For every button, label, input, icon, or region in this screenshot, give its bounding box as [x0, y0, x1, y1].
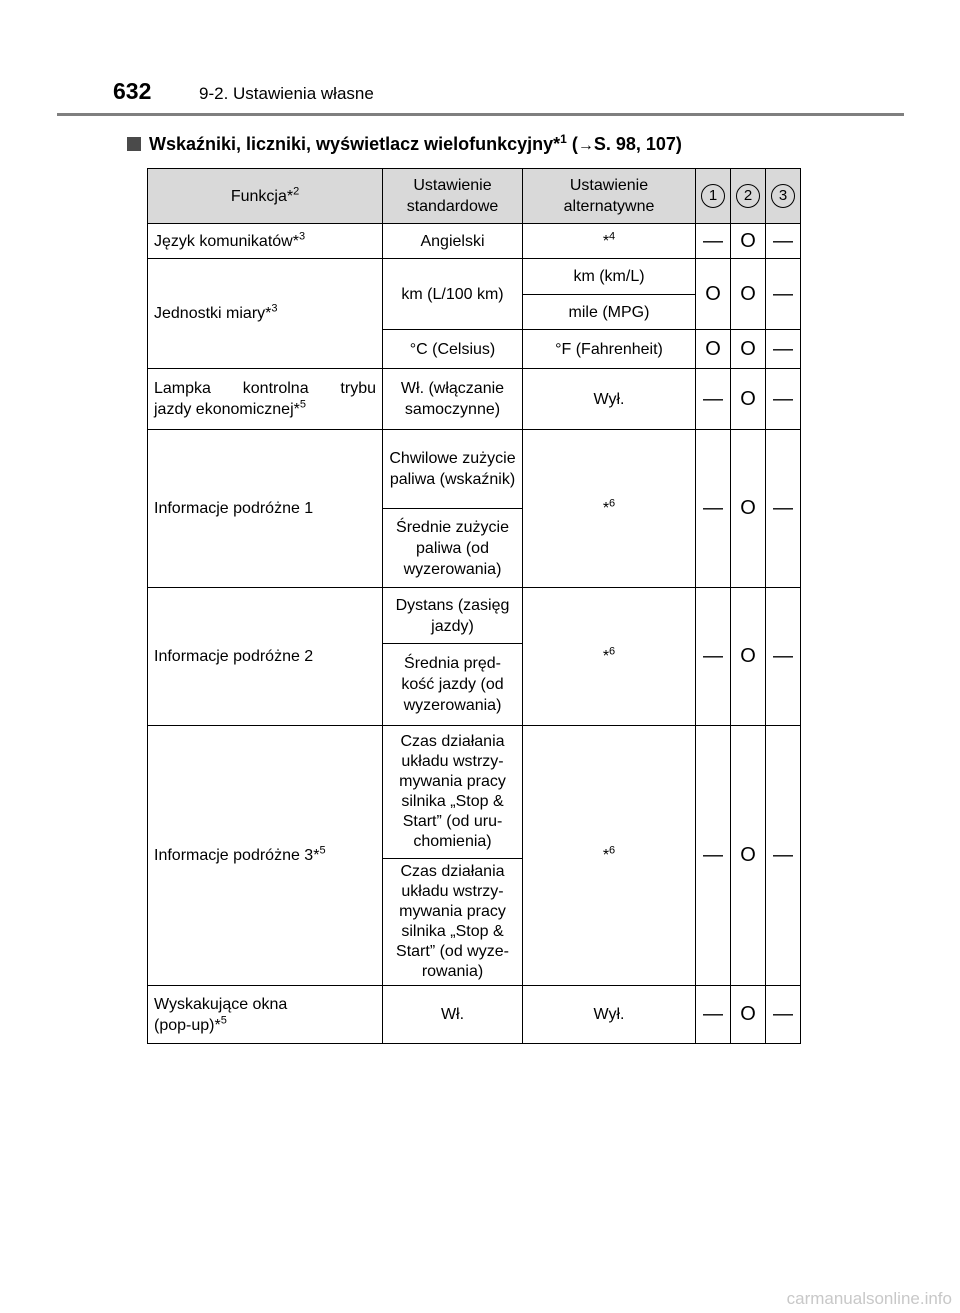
cell-mark-3: —: [766, 330, 801, 369]
header-function: Funkcja*$^2$: [148, 169, 383, 224]
cell-alternative: km (km/L): [523, 259, 696, 295]
cell-alternative: *$^6$: [523, 430, 696, 588]
cell-mark-2: O: [731, 588, 766, 726]
ref-open: (: [571, 134, 578, 154]
cell-mark-3: —: [766, 369, 801, 430]
cell-default: Chwilowe zużycie paliwa (wskaźnik): [383, 430, 523, 509]
cell-default: Średnie zużycie paliwa (od wyzerowania): [383, 509, 523, 588]
header-default: Ustawienie standardowe: [383, 169, 523, 224]
cell-default: Wł. (włączanie samoczynne): [383, 369, 523, 430]
square-bullet-icon: [127, 137, 141, 151]
cell-alternative: °F (Fahrenheit): [523, 330, 696, 369]
asterisk: *: [553, 134, 561, 154]
cell-function: Informacje podróżne 1: [148, 430, 383, 588]
cell-mark-3: —: [766, 430, 801, 588]
cell-alternative: mile (MPG): [523, 295, 696, 330]
cell-default: Dystans (zasięg jazdy): [383, 588, 523, 644]
cell-alternative: *$^6$: [523, 588, 696, 726]
cell-mark-1: O: [696, 259, 731, 330]
circled-2-icon: 2: [736, 184, 760, 208]
cell-mark-3: —: [766, 224, 801, 259]
cell-default: Czas działania układu wstrzy-mywania pracy silnika „Stop & Start” (od wyze-rowania): [383, 859, 523, 986]
cell-mark-2: O: [731, 259, 766, 330]
table-row-trip1-a: [148, 430, 801, 509]
cell-alternative: *$^6$: [523, 726, 696, 986]
settings-table: [147, 168, 801, 1044]
circled-3-icon: 3: [771, 184, 795, 208]
cell-mark-2: O: [731, 726, 766, 986]
cell-mark-3: —: [766, 588, 801, 726]
cell-mark-1: —: [696, 369, 731, 430]
watermark: carmanualsonline.info: [786, 1289, 952, 1308]
cell-mark-2: O: [731, 986, 766, 1044]
header-col-1: [696, 169, 731, 224]
cell-mark-3: —: [766, 986, 801, 1044]
cell-default: Czas działania układu wstrzy-mywania pracy silnika „Stop & Start” (od uru-chomienia): [383, 726, 523, 859]
cell-default: km (L/100 km): [383, 259, 523, 330]
cell-default: °C (Celsius): [383, 330, 523, 369]
cell-mark-2: O: [731, 224, 766, 259]
table-row-trip3-a: [148, 726, 801, 859]
cell-mark-3: —: [766, 259, 801, 330]
cell-mark-1: —: [696, 986, 731, 1044]
header-alternative: Ustawienie alternatywne: [523, 169, 696, 224]
cell-function: Lampka kontrolna trybu jazdy ekonomicznej*$^5$: [148, 369, 383, 430]
header-rule: [57, 113, 904, 116]
cell-mark-2: O: [731, 369, 766, 430]
cell-mark-1: —: [696, 726, 731, 986]
table-row-language: [148, 224, 801, 259]
subsection-title: [127, 131, 682, 159]
cell-function: Informacje podróżne 2: [148, 588, 383, 726]
table-row-trip2-a: [148, 588, 801, 644]
header-col-3: [766, 169, 801, 224]
cell-default: Angielski: [383, 224, 523, 259]
cell-alternative: *$^4$: [523, 224, 696, 259]
subsection-title-text: Wskaźniki, liczniki, wyświetlacz wielofunkcyjny: [149, 134, 554, 154]
table-row-eco: [148, 369, 801, 430]
cell-default: Wł.: [383, 986, 523, 1044]
table-row-units-a1: [148, 259, 801, 295]
section-label: 9-2. Ustawienia własne: [199, 84, 374, 103]
cell-default: Średnia pręd-kość jazdy (od wyzerowania): [383, 644, 523, 726]
cell-mark-1: —: [696, 588, 731, 726]
cell-mark-2: O: [731, 430, 766, 588]
cell-mark-1: —: [696, 224, 731, 259]
page-header: [0, 0, 960, 120]
cell-mark-3: —: [766, 726, 801, 986]
cell-mark-1: O: [696, 330, 731, 369]
cell-mark-2: O: [731, 330, 766, 369]
table-row-popup: [148, 986, 801, 1044]
cell-mark-1: —: [696, 430, 731, 588]
page-number: 632: [113, 78, 152, 104]
cell-function: Jednostki miary*$^3$: [148, 259, 383, 369]
cell-alternative: Wył.: [523, 369, 696, 430]
page-reference[interactable]: S. 98, 107): [593, 134, 682, 154]
footnote-ref: 1: [560, 132, 567, 146]
cell-function: Język komunikatów*$^3$: [148, 224, 383, 259]
header-col-2: [731, 169, 766, 224]
cell-alternative: Wył.: [523, 986, 696, 1044]
table-header-row: [148, 169, 801, 224]
cell-function: Wyskakujące okna (pop-up)*$^5$: [148, 986, 383, 1044]
circled-1-icon: 1: [701, 184, 725, 208]
cell-function: Informacje podróżne 3*$^5$: [148, 726, 383, 986]
arrow-icon: →: [577, 137, 594, 154]
